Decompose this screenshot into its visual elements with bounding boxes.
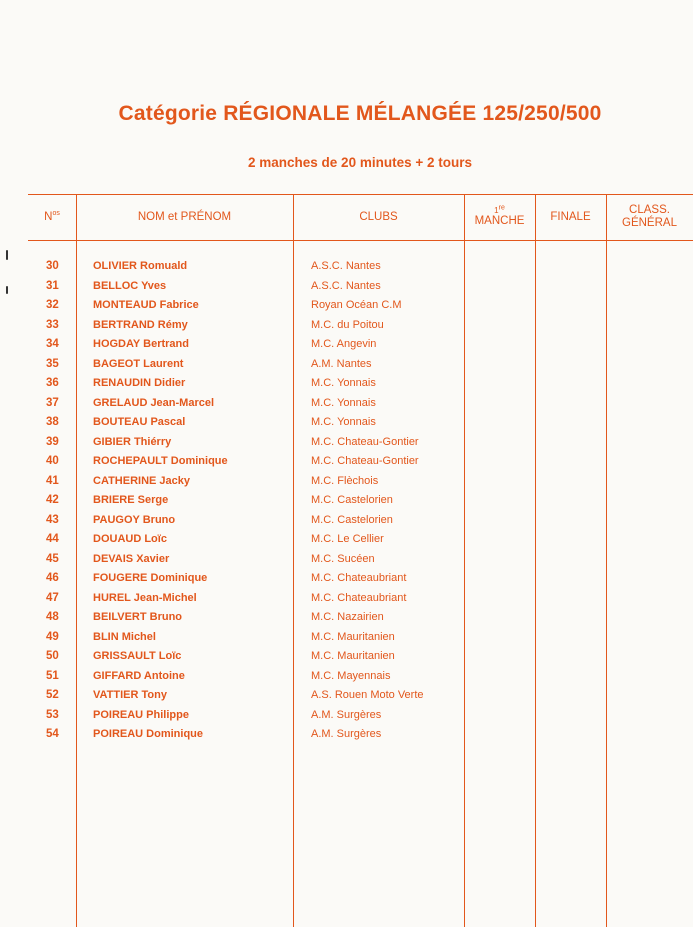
- column-header-class: [606, 194, 693, 240]
- rider-club: M.C. Chateau-Gontier: [311, 455, 419, 467]
- rider-number: 35: [46, 357, 59, 370]
- table-row: [28, 553, 693, 573]
- rider-name: POIREAU Dominique: [93, 728, 204, 740]
- rider-name: OLIVIER Romuald: [93, 260, 188, 272]
- rider-number: 38: [46, 416, 59, 428]
- rider-club: M.C. Mayennais: [311, 669, 391, 682]
- rider-club: M.C. Mauritanien: [311, 650, 395, 662]
- table-header-rule: [28, 240, 693, 241]
- rider-club: M.C. Sucéen: [311, 552, 375, 565]
- table-row: [28, 728, 693, 748]
- table-row: [28, 494, 693, 514]
- column-header-manche-number: 1: [494, 206, 499, 215]
- column-header-number: [28, 194, 76, 240]
- results-table: [28, 194, 693, 927]
- table-row: [28, 377, 693, 397]
- table-row: [28, 299, 693, 319]
- rider-club: M.C. Chateaubriant: [311, 572, 407, 584]
- column-header-manche: [464, 194, 535, 240]
- table-row: [28, 631, 693, 651]
- page-title: Catégorie RÉGIONALE MÉLANGÉE 125/250/500: [118, 102, 602, 125]
- rider-club: M.C. Flèchois: [311, 474, 379, 487]
- rider-club: M.C. Castelorien: [311, 513, 393, 526]
- rider-club: M.C. Yonnais: [311, 396, 376, 409]
- rider-name: DEVAIS Xavier: [93, 552, 170, 565]
- rider-club: A.S.C. Nantes: [311, 279, 381, 292]
- column-header-class-line2: GÉNÉRAL: [622, 217, 677, 229]
- table-row: [28, 416, 693, 436]
- rider-club: M.C. Chateau-Gontier: [311, 435, 419, 448]
- rider-name: HOGDAY Bertrand: [93, 338, 189, 350]
- binding-mark: [6, 286, 8, 294]
- rider-club: A.M. Surgères: [311, 728, 382, 740]
- table-row: [28, 670, 693, 690]
- rider-name: MONTEAUD Fabrice: [93, 299, 199, 311]
- rider-number: 33: [46, 318, 59, 331]
- table-row: [28, 397, 693, 417]
- table-row: [28, 650, 693, 670]
- rider-number: 50: [46, 650, 59, 662]
- rider-name: GIBIER Thiérry: [93, 435, 172, 448]
- rider-number: 31: [46, 279, 59, 292]
- rider-club: A.M. Nantes: [311, 357, 372, 370]
- rider-number: 51: [46, 669, 59, 682]
- rider-name: RENAUDIN Didier: [93, 377, 186, 389]
- rider-club: M.C. Yonnais: [311, 416, 376, 428]
- table-row: [28, 592, 693, 612]
- rider-name: GIFFARD Antoine: [93, 669, 185, 682]
- rider-number: 40: [46, 455, 59, 467]
- rider-club: M.C. Yonnais: [311, 377, 376, 389]
- rider-number: 54: [46, 728, 59, 740]
- rider-number: 45: [46, 552, 59, 565]
- rider-club: M.C. du Poitou: [311, 318, 384, 331]
- rider-name: BEILVERT Bruno: [93, 611, 183, 623]
- column-header-class-line1: CLASS.: [629, 204, 670, 216]
- rider-name: BAGEOT Laurent: [93, 357, 184, 370]
- table-row: [28, 338, 693, 358]
- rider-number: 36: [46, 377, 59, 389]
- rider-name: BOUTEAU Pascal: [93, 416, 186, 428]
- table-row: [28, 689, 693, 709]
- rider-name: CATHERINE Jacky: [93, 474, 190, 487]
- rider-number: 32: [46, 299, 59, 311]
- rider-club: M.C. Castelorien: [311, 494, 393, 506]
- rider-club: M.C. Angevin: [311, 338, 377, 350]
- table-row: [28, 358, 693, 378]
- rider-number: 48: [46, 611, 59, 623]
- rider-number: 49: [46, 630, 59, 643]
- table-row: [28, 533, 693, 553]
- rider-number: 44: [46, 533, 59, 545]
- rider-name: DOUAUD Loïc: [93, 533, 167, 545]
- rider-club: A.S.C. Nantes: [311, 260, 381, 272]
- page-subtitle: 2 manches de 20 minutes + 2 tours: [248, 155, 472, 170]
- column-header-name: NOM et PRÉNOM: [137, 210, 232, 223]
- rider-number: 47: [46, 591, 59, 604]
- rider-number: 34: [46, 338, 59, 350]
- rider-number: 53: [46, 708, 59, 721]
- table-row: [28, 319, 693, 339]
- rider-number: 41: [46, 474, 59, 487]
- table-row: [28, 260, 693, 280]
- table-row: [28, 611, 693, 631]
- rider-name: GRISSAULT Loïc: [93, 650, 182, 662]
- rider-name: GRELAUD Jean-Marcel: [93, 396, 215, 409]
- column-header-number-label: N: [44, 210, 53, 223]
- rider-name: PAUGOY Bruno: [93, 513, 176, 526]
- rider-club: A.S. Rouen Moto Verte: [311, 689, 424, 701]
- rider-name: FOUGERE Dominique: [93, 572, 208, 584]
- rider-number: 42: [46, 494, 59, 506]
- rider-number: 43: [46, 513, 59, 526]
- rider-name: BERTRAND Rémy: [93, 318, 188, 331]
- table-row: [28, 514, 693, 534]
- table-row: [28, 475, 693, 495]
- rider-club: M.C. Mauritanien: [311, 630, 395, 643]
- table-row: [28, 280, 693, 300]
- table-row: [28, 436, 693, 456]
- rider-club: M.C. Le Cellier: [311, 533, 384, 545]
- rider-number: 46: [46, 572, 59, 584]
- rider-club: M.C. Chateaubriant: [311, 591, 407, 604]
- table-row: [28, 572, 693, 592]
- rider-name: BELLOC Yves: [93, 279, 167, 292]
- rider-name: BRIERE Serge: [93, 494, 169, 506]
- rider-number: 30: [46, 260, 59, 272]
- rider-number: 39: [46, 435, 59, 448]
- rider-club: Royan Océan C.M: [311, 299, 402, 311]
- column-header-manche-sup: re: [498, 204, 505, 212]
- column-header-clubs: CLUBS: [359, 210, 398, 223]
- rider-name: HUREL Jean-Michel: [93, 591, 197, 604]
- rider-name: VATTIER Tony: [93, 689, 167, 701]
- rider-club: M.C. Nazairien: [311, 611, 384, 623]
- rider-name: ROCHEPAULT Dominique: [93, 455, 228, 467]
- rider-name: BLIN Michel: [93, 630, 156, 643]
- column-header-finale: FINALE: [550, 210, 591, 223]
- column-header-manche-label: MANCHE: [474, 215, 525, 227]
- table-row: [28, 455, 693, 475]
- column-header-number-sup: os: [52, 209, 60, 217]
- rider-club: A.M. Surgères: [311, 708, 382, 721]
- table-row: [28, 709, 693, 729]
- rider-number: 37: [46, 396, 59, 409]
- rider-number: 52: [46, 689, 59, 701]
- rider-name: POIREAU Philippe: [93, 708, 189, 721]
- binding-mark: [6, 250, 8, 260]
